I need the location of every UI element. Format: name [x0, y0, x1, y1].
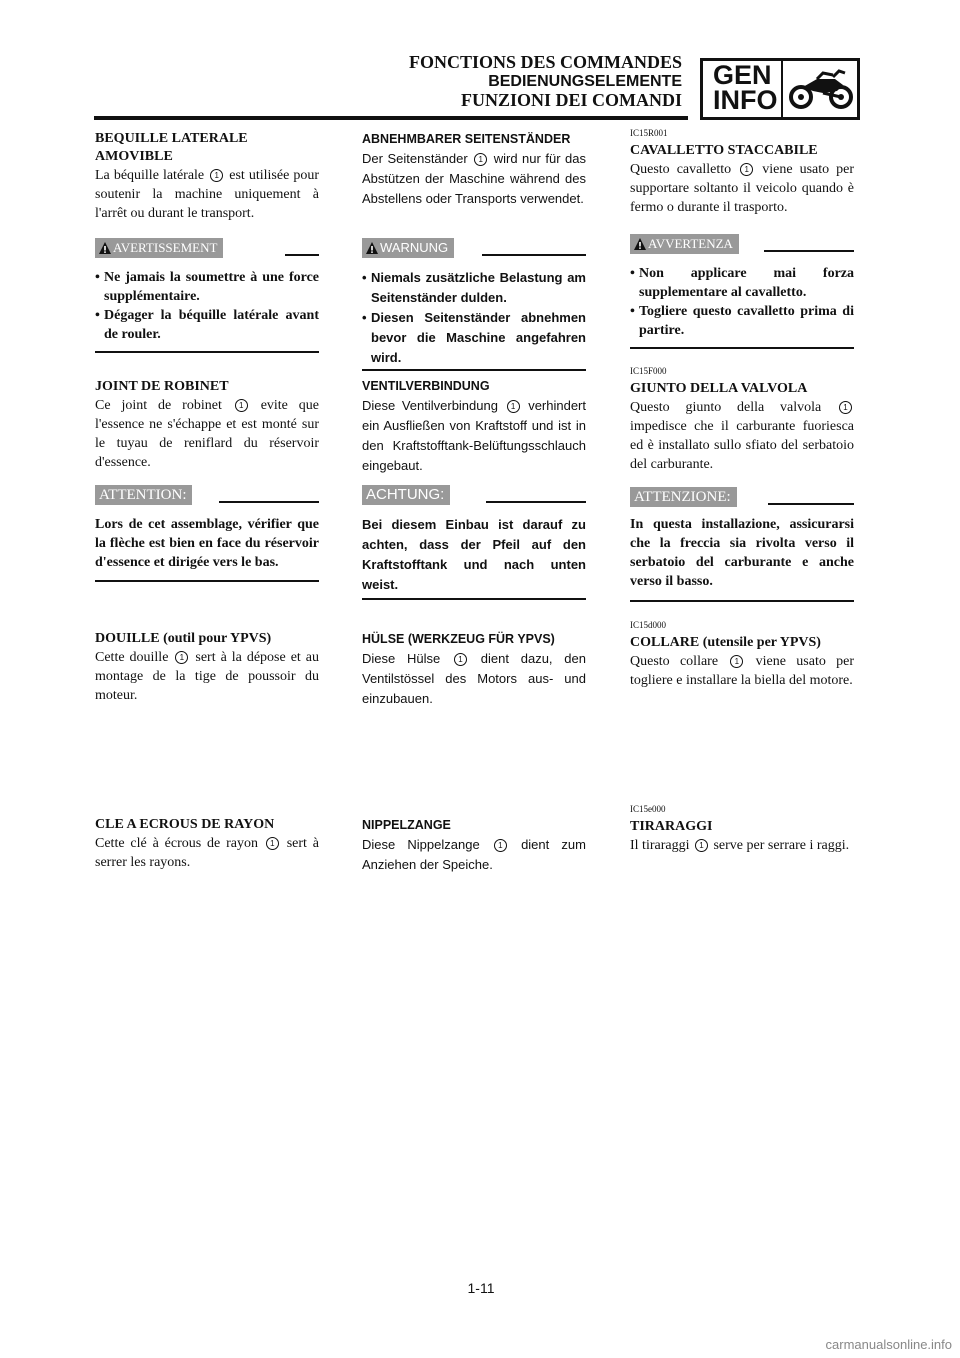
warning-triangle-icon [99, 242, 111, 254]
section-de-nipple-wrench [362, 816, 586, 875]
section-rule [362, 369, 586, 371]
section-it-spoke-wrench [630, 804, 854, 855]
warning-bar-fr [95, 238, 319, 260]
heading-de-side-stand: ABNEHMBARER SEITENSTÄNDER [362, 132, 571, 146]
page-number: 1-11 [467, 1280, 495, 1296]
badge-line-gen: GEN [713, 60, 772, 90]
warning-list-it [630, 264, 854, 340]
text-fr-spoke-wrench: Cette clé à écrous de rayon 1 sert à serrer les rayons. [95, 836, 319, 870]
text-fr-socket: Cette douille 1 sert à la dépose et au montage de la tige de poussoir du moteur. [95, 650, 319, 703]
caution-bar-de [362, 485, 586, 507]
warning-triangle-icon [634, 238, 646, 250]
header-title-de: BEDIENUNGSELEMENTE [488, 73, 682, 90]
warning-line [285, 254, 319, 256]
callout-number: 1 [695, 839, 708, 852]
caution-text-de: Bei diesem Einbau ist darauf zu achten, dass der Pfeil auf den Kraftstofftank und nach unten weist. [362, 517, 586, 592]
callout-number: 1 [474, 153, 487, 166]
heading-fr-tap-joint: JOINT DE ROBINET [95, 379, 229, 394]
warning-triangle-icon [366, 242, 378, 254]
callout-number: 1 [839, 401, 852, 414]
callout-number: 1 [235, 399, 248, 412]
badge-divider [781, 61, 783, 117]
heading-de-sleeve: HÜLSE (WERKZEUG FÜR YPVS) [362, 632, 555, 646]
heading-it-spoke-wrench: TIRARAGGI [630, 819, 713, 834]
text-de-sleeve: Diese Hülse 1 dient dazu, den Ventilstössel des Motors aus- und einzubauen. [362, 651, 586, 706]
warning-item: • Dégager la béquille latérale avant de rouler. [95, 308, 319, 342]
section-fr-side-stand [95, 130, 319, 223]
badge-line-info: INFO [713, 85, 778, 115]
header-rule [94, 116, 688, 120]
callout-number: 1 [740, 163, 753, 176]
motorcycle-icon [789, 67, 855, 111]
warning-list-de [362, 268, 586, 368]
page-header [0, 0, 960, 125]
section-rule [630, 347, 854, 349]
text-it-collar: Questo collare 1 viene usato per togliere e installare la biella del motore. [630, 654, 855, 688]
caution-line [486, 501, 586, 503]
warning-bar-it [630, 234, 854, 256]
caution-label-it: ATTENZIONE: [630, 487, 737, 507]
section-rule [95, 580, 319, 582]
warning-list-fr [95, 268, 319, 344]
caution-bar-it [630, 487, 854, 509]
callout-number: 1 [175, 651, 188, 664]
section-fr-tap-joint [95, 378, 319, 472]
warning-item: • Ne jamais la soumettre à une force supplémentaire. [95, 270, 319, 304]
text-de-side-stand: Der Seitenständer 1 wird nur für das Abstützen der Maschine während des Abstellens oder Transports verwendet. [362, 151, 586, 206]
caution-line [768, 503, 854, 505]
heading-de-valve-joint: VENTILVERBINDUNG [362, 379, 490, 393]
section-de-side-stand [362, 130, 586, 209]
section-it-collar [630, 620, 854, 690]
warning-item: • Niemals zusätzliche Belastung am Seitenständer dulden. [362, 270, 586, 305]
heading-fr-side-stand-1: BEQUILLE LATERALE [95, 131, 248, 146]
section-fr-socket [95, 630, 319, 705]
section-code: IC15e000 [630, 804, 666, 814]
warning-line [482, 254, 586, 256]
warning-line [764, 250, 854, 252]
caution-text-fr: Lors de cet assemblage, vérifier que la flèche est bien en face du réservoir d'essence et dirigée vers le bas. [95, 517, 319, 570]
heading-de-nipple-wrench: NIPPELZANGE [362, 818, 451, 832]
heading-it-collar: COLLARE (utensile per YPVS) [630, 635, 821, 650]
section-code: IC15d000 [630, 620, 666, 630]
section-rule [362, 598, 586, 600]
section-code: IC15R001 [630, 128, 668, 138]
watermark: carmanualsonline.info [825, 1337, 952, 1352]
warning-item: • Diesen Seitenständer abnehmen bevor die Maschine angefahren wird. [362, 310, 586, 365]
callout-number: 1 [507, 400, 520, 413]
warning-item: • Non applicare mai forza supplementare al cavalletto. [630, 266, 854, 300]
heading-it-valve-joint: GIUNTO DELLA VALVOLA [630, 381, 808, 396]
section-it-stand [630, 128, 854, 217]
section-de-sleeve [362, 630, 586, 709]
section-rule [630, 600, 854, 602]
heading-it-stand: CAVALLETTO STACCABILE [630, 143, 818, 158]
section-fr-spoke-wrench [95, 816, 319, 872]
warning-label-de: WARNUNG [362, 238, 454, 258]
header-title-fr: FONCTIONS DES COMMANDES [408, 52, 682, 72]
text-de-valve-joint: Diese Ventilverbindung 1 verhindert ein Ausfließen von Kraftstoff und ist in den Kraftstofftank-Belüftungsschlauch eingebaut. [362, 398, 586, 473]
text-fr-side-stand: La béquille latérale 1 est utilisée pour soutenir la machine uniquement à l'arrêt ou durant le transport. [95, 168, 319, 221]
section-rule [95, 351, 319, 353]
callout-number: 1 [730, 655, 743, 668]
callout-number: 1 [210, 169, 223, 182]
caution-line [219, 501, 319, 503]
section-it-valve-joint [630, 366, 854, 474]
heading-fr-spoke-wrench: CLE A ECROUS DE RAYON [95, 817, 275, 832]
text-it-spoke-wrench: Il tiraraggi 1 serve per serrare i raggi. [630, 838, 850, 853]
section-de-valve-joint [362, 377, 586, 476]
gen-info-text [713, 60, 778, 115]
header-title-it: FUNZIONI DEI COMANDI [460, 90, 682, 110]
callout-number: 1 [266, 837, 279, 850]
caution-label-fr: ATTENTION: [95, 485, 192, 505]
section-code: IC15F000 [630, 366, 667, 376]
warning-label-fr: AVERTISSEMENT [95, 238, 223, 258]
callout-number: 1 [454, 653, 467, 666]
warning-bar-de [362, 238, 586, 260]
text-it-valve-joint: Questo giunto della valvola 1 impedisce che il carburante fuoriesca ed è installato sullo sfiato del serbatoio del carburante. [630, 400, 854, 472]
text-de-nipple-wrench: Diese Nippelzange 1 dient zum Anziehen der Speiche. [362, 837, 586, 872]
callout-number: 1 [494, 839, 507, 852]
text-fr-tap-joint: Ce joint de robinet 1 evite que l'essence ne s'échappe et est monté sur le tuyau de reniflard du réservoir d'essence. [95, 398, 320, 470]
heading-fr-socket: DOUILLE (outil pour YPVS) [95, 631, 272, 646]
warning-label-it: AVVERTENZA [630, 234, 739, 254]
heading-fr-side-stand-2: AMOVIBLE [95, 149, 173, 164]
gen-info-badge [700, 58, 860, 120]
caution-text-it: In questa installazione, assicurarsi che la freccia sia rivolta verso il serbatoio del carburante e anche verso il basso. [630, 517, 854, 589]
text-it-stand: Questo cavalletto 1 viene usato per supportare soltanto il veicolo quando è fermo o durante il trasporto. [630, 162, 855, 215]
warning-item: • Togliere questo cavalletto prima di partire. [630, 304, 854, 338]
caution-bar-fr [95, 485, 319, 507]
caution-label-de: ACHTUNG: [362, 485, 450, 505]
